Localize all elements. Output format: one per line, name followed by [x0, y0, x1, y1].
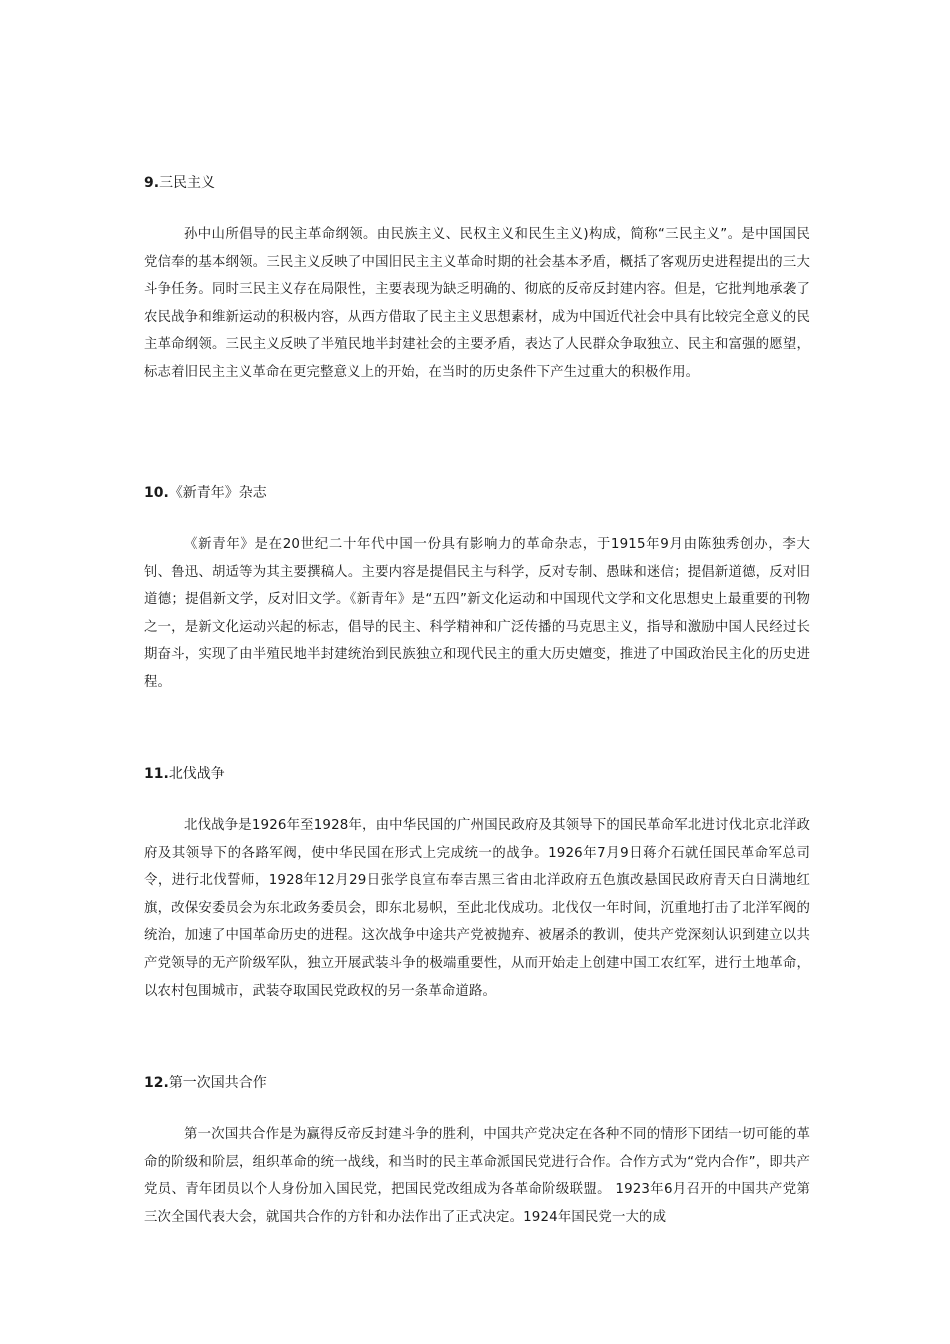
section-sanmin-zhuyi	[144, 173, 810, 387]
section-number: 10.	[144, 485, 169, 501]
section-heading	[144, 483, 810, 503]
section-title: 《新青年》杂志	[168, 485, 267, 501]
section-heading	[144, 764, 810, 784]
section-title: 北伐战争	[168, 766, 225, 782]
section-beifa-zhanzheng	[144, 764, 810, 1005]
section-heading	[144, 1073, 810, 1093]
section-title: 三民主义	[159, 175, 216, 191]
section-heading	[144, 173, 810, 193]
section-xin-qingnian	[144, 483, 810, 697]
section-body: 孙中山所倡导的民主革命纲领。由民族主义、民权主义和民生主义)构成，简称“三民主义”。是中国国民党信奉的基本纲领。三民主义反映了中国旧民主主义革命时期的社会基本矛盾，概括了客观历史进程提出的三大斗争任务。同时三民主义存在局限性，主要表现为缺乏明确的、彻底的反帝反封建内容。但是，它批判地承袭了农民战争和维新运动的积极内容，从西方借取了民主主义思想素材，成为中国近代社会中具有比较完全意义的民主革命纲领。三民主义反映了半殖民地半封建社会的主要矛盾，表达了人民群众争取独立、民主和富强的愿望，标志着旧民主主义革命在更完整意义上的开始，在当时的历史条件下产生过重大的积极作用。	[144, 227, 810, 380]
section-body: 北伐战争是1926年至1928年，由中华民国的广州国民政府及其领导下的国民革命军北进讨伐北京北洋政府及其领导下的各路军阀，使中华民国在形式上完成统一的战争。1926年7月9日蒋介石就任国民革命军总司令，进行北伐誓师，1928年12月29日张学良宣布奉吉黑三省由北洋政府五色旗改悬国民政府青天白日满地红旗，改保安委员会为东北政务委员会，即东北易帜，至此北伐成功。北伐仅一年时间，沉重地打击了北洋军阀的统治，加速了中国革命历史的进程。这次战争中途共产党被抛弃、被屠杀的教训，使共产党深刻认识到建立以共产党领导的无产阶级军队，独立开展武装斗争的极端重要性，从而开始走上创建中国工农红军，进行土地革命，以农村包围城市，武装夺取国民党政权的另一条革命道路。	[144, 818, 810, 999]
section-body: 《新青年》是在20世纪二十年代中国一份具有影响力的革命杂志，于1915年9月由陈独秀创办，李大钊、鲁迅、胡适等为其主要撰稿人。主要内容是提倡民主与科学，反对专制、愚昧和迷信；提倡新道德，反对旧道德；提倡新文学，反对旧文学。《新青年》是“五四”新文化运动和中国现代文学和文化思想史上最重要的刊物之一，是新文化运动兴起的标志，倡导的民主、科学精神和广泛传播的马克思主义，指导和激励中国人民经过长期奋斗，实现了由半殖民地半封建统治到民族独立和现代民主的重大历史嬗变，推进了中国政治民主化的历史进程。	[144, 537, 810, 690]
section-title: 第一次国共合作	[168, 1075, 267, 1091]
section-body: 第一次国共合作是为赢得反帝反封建斗争的胜利，中国共产党决定在各种不同的情形下团结一切可能的革命的阶级和阶层，组织革命的统一战线，和当时的民主革命派国民党进行合作。合作方式为“党内合作”，即共产党员、青年团员以个人身份加入国民党，把国民党改组成为各革命阶级联盟。 1923年6月召开的中国共产党第三次全国代表大会，就国共合作的方针和办法作出了正式决定。1924年国民党一大的成	[144, 1127, 810, 1225]
section-guogong-hezuo	[144, 1073, 810, 1231]
section-number: 9.	[144, 175, 160, 191]
section-number: 12.	[144, 1075, 169, 1091]
section-number: 11.	[144, 766, 169, 782]
